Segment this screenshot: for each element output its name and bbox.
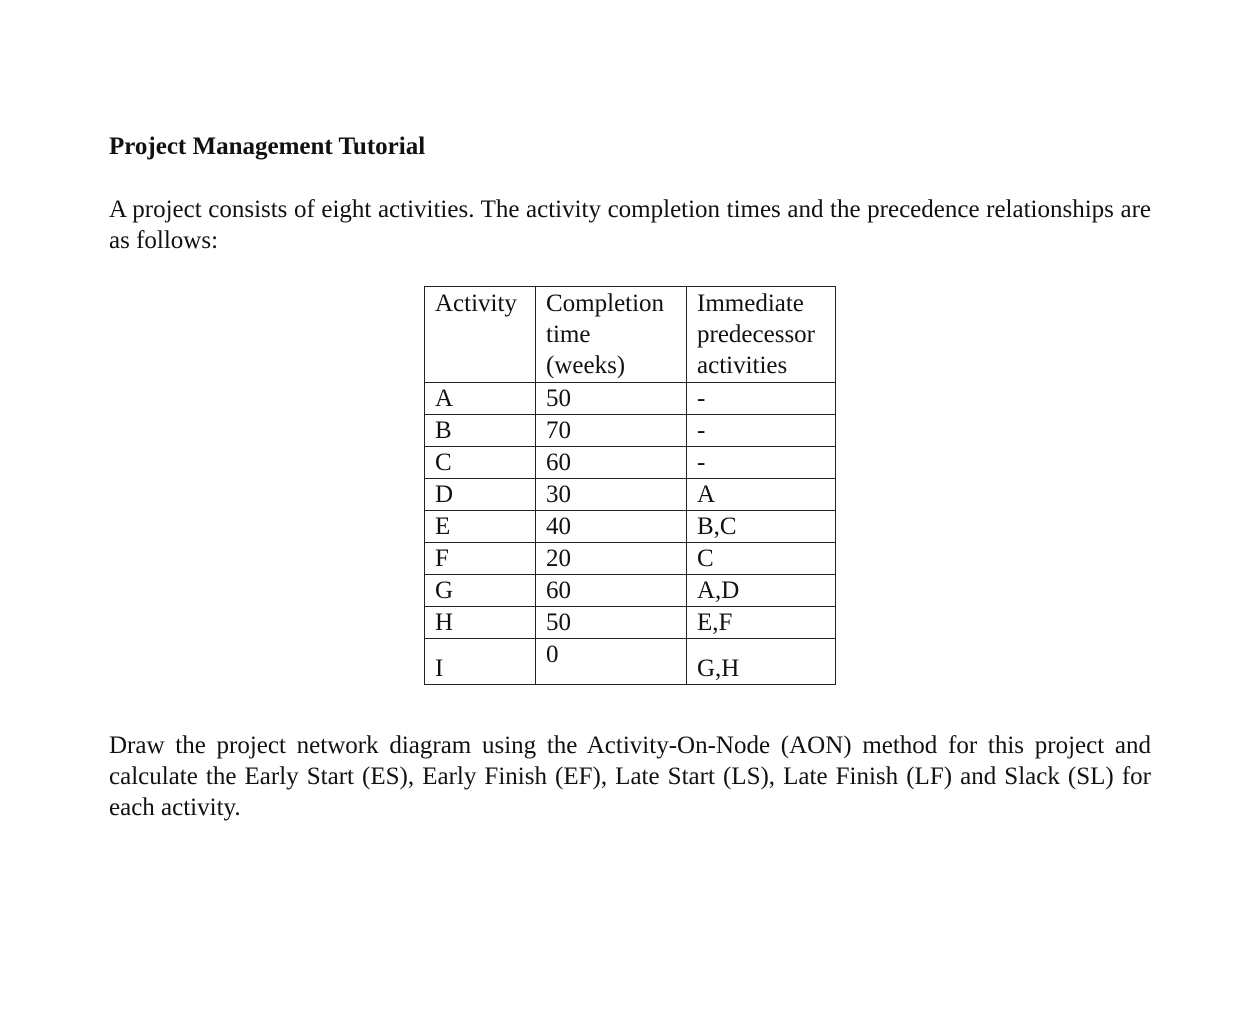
table-row xyxy=(425,607,836,639)
cell-activity: D xyxy=(425,479,536,511)
header-predecessors-line-2: predecessor xyxy=(697,321,815,348)
table-row xyxy=(425,639,836,685)
cell-time: 50 xyxy=(536,607,687,639)
cell-time: 30 xyxy=(536,479,687,511)
header-completion-time-line-1: Completion xyxy=(546,290,665,317)
instructions-paragraph: Draw the project network diagram using the Activity-On-Node (AON) method for this project and calculate the Early Start (ES), Early Finish (EF), Late Start (LS), Late Finish (LF) and Slack (SL) for each activity. xyxy=(109,732,1151,821)
cell-time: 50 xyxy=(536,383,687,415)
header-activity: Activity xyxy=(425,287,536,383)
table-row xyxy=(425,383,836,415)
cell-time: 70 xyxy=(536,415,687,447)
table-row xyxy=(425,447,836,479)
header-predecessors-line-3: activities xyxy=(697,352,788,379)
cell-predecessors: A,D xyxy=(687,575,836,607)
cell-time: 0 xyxy=(536,639,687,685)
cell-predecessors: - xyxy=(687,383,836,415)
cell-predecessors: - xyxy=(687,447,836,479)
cell-activity: I xyxy=(425,639,536,685)
cell-activity: F xyxy=(425,543,536,575)
cell-time: 40 xyxy=(536,511,687,543)
cell-time: 60 xyxy=(536,447,687,479)
cell-activity: E xyxy=(425,511,536,543)
cell-activity: A xyxy=(425,383,536,415)
table-row xyxy=(425,479,836,511)
header-completion-time-line-3: (weeks) xyxy=(546,352,626,379)
header-completion-time xyxy=(536,287,687,383)
cell-activity: B xyxy=(425,415,536,447)
cell-predecessors: G,H xyxy=(687,639,836,685)
header-predecessors xyxy=(687,287,836,383)
table-row xyxy=(425,543,836,575)
cell-predecessors: E,F xyxy=(687,607,836,639)
header-predecessors-line-1: Immediate xyxy=(697,290,804,317)
activity-table xyxy=(424,286,836,685)
table-row xyxy=(425,575,836,607)
header-completion-time-line-2: time xyxy=(546,321,591,348)
cell-predecessors: C xyxy=(687,543,836,575)
table-row xyxy=(425,511,836,543)
cell-time: 20 xyxy=(536,543,687,575)
cell-activity: G xyxy=(425,575,536,607)
cell-activity: H xyxy=(425,607,536,639)
cell-predecessors: A xyxy=(687,479,836,511)
cell-predecessors: - xyxy=(687,415,836,447)
table-header-row xyxy=(425,287,836,383)
table-row xyxy=(425,415,836,447)
page-title: Project Management Tutorial xyxy=(109,133,426,160)
cell-activity: C xyxy=(425,447,536,479)
intro-paragraph: A project consists of eight activities. The activity completion times and the precedence relationships are as follows: xyxy=(109,196,1151,254)
cell-time: 60 xyxy=(536,575,687,607)
cell-predecessors: B,C xyxy=(687,511,836,543)
